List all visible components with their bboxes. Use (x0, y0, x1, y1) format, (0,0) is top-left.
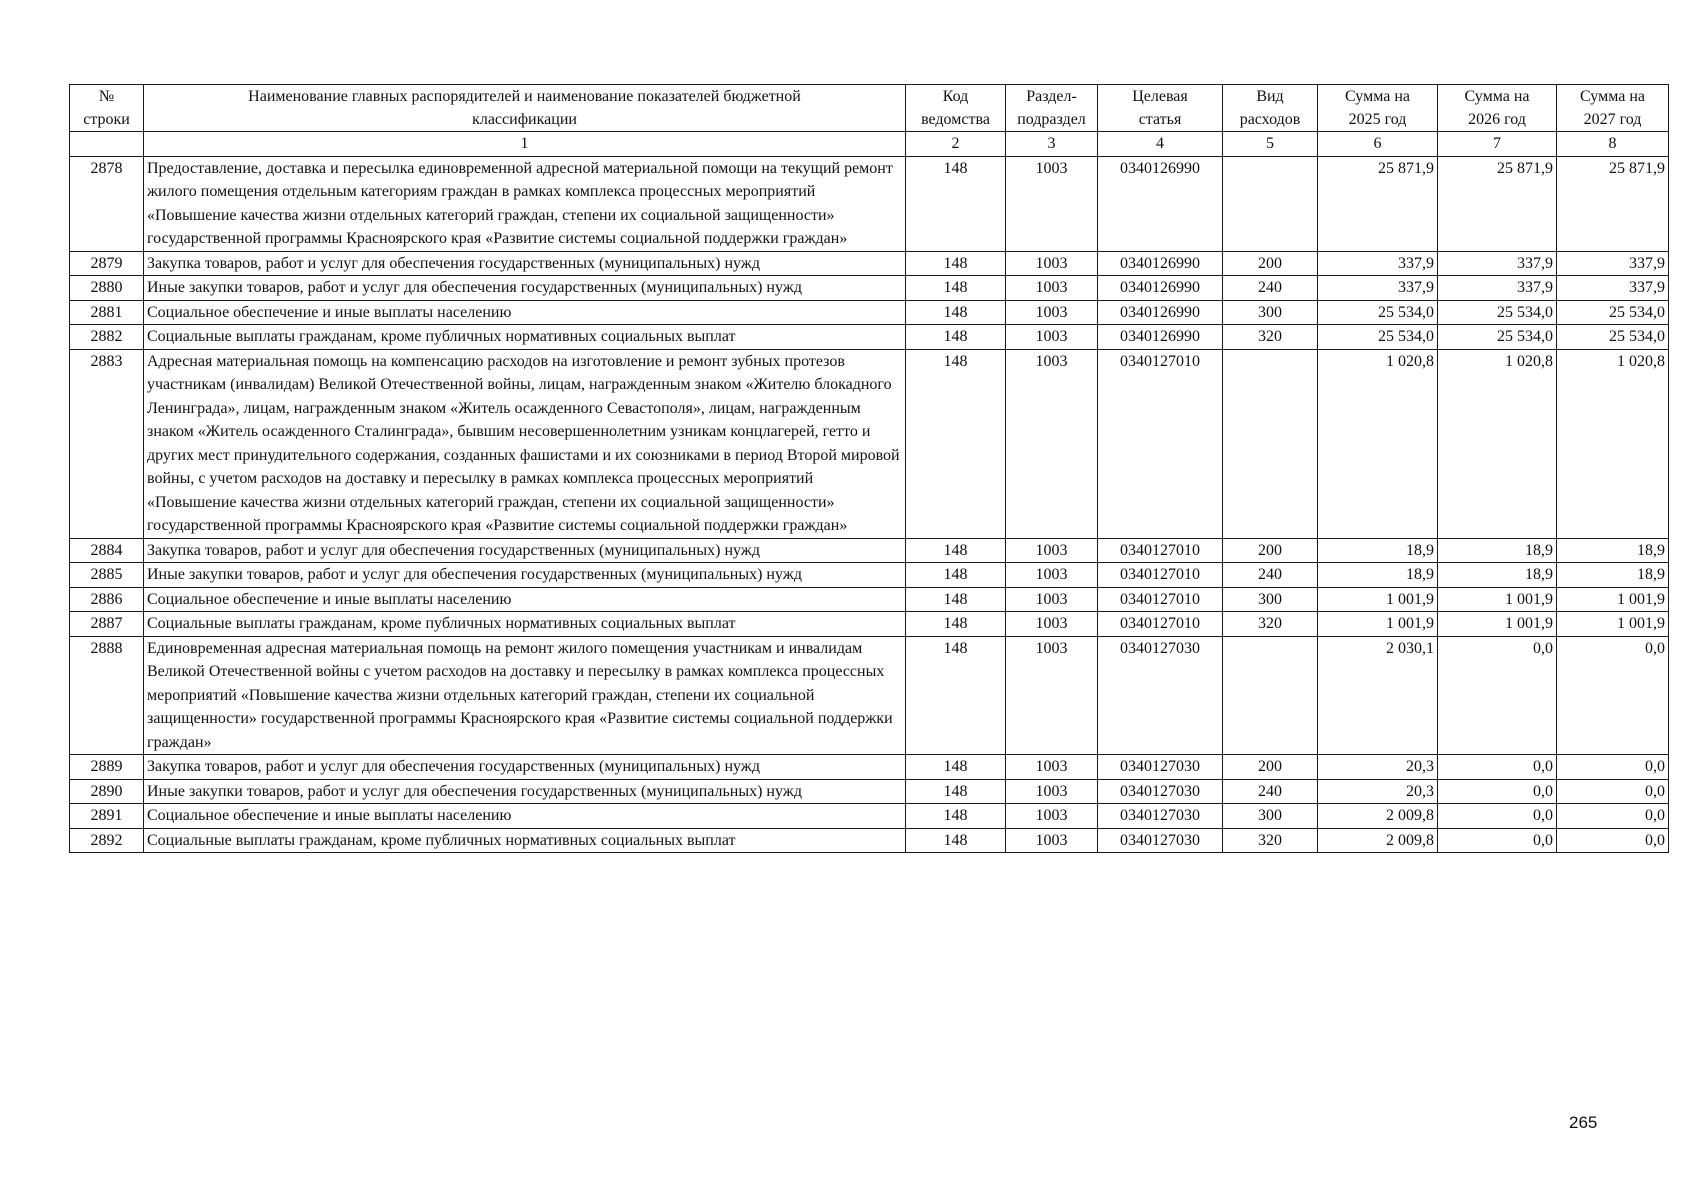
row-number: 2880 (70, 276, 144, 301)
row-number: 2885 (70, 563, 144, 588)
sum-2025: 18,9 (1318, 563, 1438, 588)
header-row-no: № строки (70, 85, 144, 132)
row-number: 2888 (70, 636, 144, 755)
target-article: 0340126990 (1098, 156, 1223, 251)
sum-2025: 25 871,9 (1318, 156, 1438, 251)
sum-2027: 25 534,0 (1557, 300, 1669, 325)
header-expense-type: Вид расходов (1223, 85, 1318, 132)
section-code: 1003 (1006, 349, 1098, 538)
row-name: Иные закупки товаров, работ и услуг для обеспечения государственных (муниципальных) нужд (144, 276, 906, 301)
sum-2027: 1 001,9 (1557, 587, 1669, 612)
target-article: 0340127010 (1098, 612, 1223, 637)
table-row (70, 251, 1669, 276)
sum-2025: 25 534,0 (1318, 325, 1438, 350)
column-number: 1 (144, 132, 906, 157)
row-number: 2881 (70, 300, 144, 325)
sum-2026: 25 871,9 (1438, 156, 1557, 251)
table-row (70, 804, 1669, 829)
page-number: 265 (1569, 1113, 1598, 1132)
header-target-article: Целевая статья (1098, 85, 1223, 132)
sum-2027: 0,0 (1557, 828, 1669, 853)
expense-type: 200 (1223, 755, 1318, 780)
target-article: 0340127030 (1098, 779, 1223, 804)
table-row (70, 300, 1669, 325)
dept-code: 148 (906, 349, 1006, 538)
row-name: Социальные выплаты гражданам, кроме публичных нормативных социальных выплат (144, 612, 906, 637)
row-name: Единовременная адресная материальная помощь на ремонт жилого помещения участникам и инвалидам Великой Отечественной войны с учетом расходов на доставку и пересылку в рамках комплекса процессных мероприятий «Повышение качества жизни отдельных категорий граждан, степени их социальной защищенности» государственной программы Красноярского края «Развитие системы социальной поддержки граждан» (144, 636, 906, 755)
sum-2026: 337,9 (1438, 276, 1557, 301)
dept-code: 148 (906, 563, 1006, 588)
expense-type (1223, 349, 1318, 538)
expense-type: 200 (1223, 251, 1318, 276)
row-number: 2882 (70, 325, 144, 350)
row-number: 2889 (70, 755, 144, 780)
table-row (70, 563, 1669, 588)
dept-code: 148 (906, 755, 1006, 780)
target-article: 0340127030 (1098, 828, 1223, 853)
target-article: 0340127010 (1098, 349, 1223, 538)
header-name: Наименование главных распорядителей и наименование показателей бюджетной классификации (144, 85, 906, 132)
table-row (70, 828, 1669, 853)
column-number (70, 132, 144, 157)
sum-2026: 1 001,9 (1438, 612, 1557, 637)
row-name: Социальное обеспечение и иные выплаты населению (144, 300, 906, 325)
target-article: 0340127010 (1098, 563, 1223, 588)
row-name: Закупка товаров, работ и услуг для обеспечения государственных (муниципальных) нужд (144, 251, 906, 276)
column-number: 7 (1438, 132, 1557, 157)
sum-2025: 1 001,9 (1318, 612, 1438, 637)
dept-code: 148 (906, 804, 1006, 829)
expense-type: 240 (1223, 276, 1318, 301)
section-code: 1003 (1006, 804, 1098, 829)
section-code: 1003 (1006, 251, 1098, 276)
expense-type: 320 (1223, 325, 1318, 350)
sum-2027: 1 001,9 (1557, 612, 1669, 637)
target-article: 0340127010 (1098, 538, 1223, 563)
table-row (70, 349, 1669, 538)
sum-2027: 0,0 (1557, 755, 1669, 780)
row-number: 2890 (70, 779, 144, 804)
row-number: 2884 (70, 538, 144, 563)
dept-code: 148 (906, 779, 1006, 804)
target-article: 0340126990 (1098, 251, 1223, 276)
sum-2025: 18,9 (1318, 538, 1438, 563)
section-code: 1003 (1006, 276, 1098, 301)
sum-2027: 337,9 (1557, 251, 1669, 276)
section-code: 1003 (1006, 612, 1098, 637)
expense-type: 300 (1223, 300, 1318, 325)
sum-2026: 25 534,0 (1438, 300, 1557, 325)
section-code: 1003 (1006, 636, 1098, 755)
expense-type: 300 (1223, 587, 1318, 612)
budget-table (69, 84, 1669, 853)
expense-type: 320 (1223, 828, 1318, 853)
column-number: 6 (1318, 132, 1438, 157)
sum-2025: 2 009,8 (1318, 804, 1438, 829)
table-row (70, 755, 1669, 780)
target-article: 0340127030 (1098, 636, 1223, 755)
table-row (70, 779, 1669, 804)
section-code: 1003 (1006, 828, 1098, 853)
target-article: 0340127030 (1098, 755, 1223, 780)
section-code: 1003 (1006, 156, 1098, 251)
expense-type: 240 (1223, 563, 1318, 588)
sum-2025: 2 030,1 (1318, 636, 1438, 755)
target-article: 0340126990 (1098, 325, 1223, 350)
row-number: 2886 (70, 587, 144, 612)
target-article: 0340126990 (1098, 276, 1223, 301)
sum-2025: 1 020,8 (1318, 349, 1438, 538)
sum-2025: 25 534,0 (1318, 300, 1438, 325)
sum-2025: 2 009,8 (1318, 828, 1438, 853)
section-code: 1003 (1006, 300, 1098, 325)
row-name: Закупка товаров, работ и услуг для обеспечения государственных (муниципальных) нужд (144, 755, 906, 780)
column-number: 3 (1006, 132, 1098, 157)
sum-2026: 0,0 (1438, 779, 1557, 804)
table-row (70, 325, 1669, 350)
row-name: Закупка товаров, работ и услуг для обеспечения государственных (муниципальных) нужд (144, 538, 906, 563)
sum-2025: 20,3 (1318, 779, 1438, 804)
row-name: Социальное обеспечение и иные выплаты населению (144, 804, 906, 829)
row-number: 2891 (70, 804, 144, 829)
sum-2027: 0,0 (1557, 804, 1669, 829)
expense-type: 300 (1223, 804, 1318, 829)
header-sum-2026: Сумма на 2026 год (1438, 85, 1557, 132)
target-article: 0340127010 (1098, 587, 1223, 612)
section-code: 1003 (1006, 755, 1098, 780)
sum-2025: 1 001,9 (1318, 587, 1438, 612)
sum-2025: 337,9 (1318, 251, 1438, 276)
sum-2026: 0,0 (1438, 828, 1557, 853)
target-article: 0340127030 (1098, 804, 1223, 829)
dept-code: 148 (906, 587, 1006, 612)
expense-type (1223, 636, 1318, 755)
sum-2025: 20,3 (1318, 755, 1438, 780)
sum-2026: 0,0 (1438, 636, 1557, 755)
sum-2026: 0,0 (1438, 804, 1557, 829)
target-article: 0340126990 (1098, 300, 1223, 325)
table-row (70, 538, 1669, 563)
sum-2026: 18,9 (1438, 538, 1557, 563)
sum-2027: 25 871,9 (1557, 156, 1669, 251)
sum-2026: 337,9 (1438, 251, 1557, 276)
sum-2026: 1 001,9 (1438, 587, 1557, 612)
table-row (70, 156, 1669, 251)
sum-2025: 337,9 (1318, 276, 1438, 301)
dept-code: 148 (906, 612, 1006, 637)
header-row (70, 85, 1669, 132)
table-row (70, 636, 1669, 755)
dept-code: 148 (906, 538, 1006, 563)
expense-type: 200 (1223, 538, 1318, 563)
dept-code: 148 (906, 156, 1006, 251)
section-code: 1003 (1006, 538, 1098, 563)
table-row (70, 587, 1669, 612)
row-number: 2887 (70, 612, 144, 637)
sum-2026: 0,0 (1438, 755, 1557, 780)
sum-2027: 337,9 (1557, 276, 1669, 301)
row-name: Социальные выплаты гражданам, кроме публичных нормативных социальных выплат (144, 325, 906, 350)
sum-2027: 18,9 (1557, 538, 1669, 563)
row-number: 2878 (70, 156, 144, 251)
section-code: 1003 (1006, 587, 1098, 612)
row-name: Социальные выплаты гражданам, кроме публичных нормативных социальных выплат (144, 828, 906, 853)
dept-code: 148 (906, 300, 1006, 325)
table-row (70, 276, 1669, 301)
sum-2027: 0,0 (1557, 779, 1669, 804)
row-name: Иные закупки товаров, работ и услуг для обеспечения государственных (муниципальных) нужд (144, 563, 906, 588)
sum-2027: 0,0 (1557, 636, 1669, 755)
column-number: 8 (1557, 132, 1669, 157)
row-name: Иные закупки товаров, работ и услуг для обеспечения государственных (муниципальных) нужд (144, 779, 906, 804)
header-sum-2025: Сумма на 2025 год (1318, 85, 1438, 132)
sum-2026: 18,9 (1438, 563, 1557, 588)
section-code: 1003 (1006, 563, 1098, 588)
header-sum-2027: Сумма на 2027 год (1557, 85, 1669, 132)
column-number-row (70, 132, 1669, 157)
expense-type: 240 (1223, 779, 1318, 804)
sum-2027: 25 534,0 (1557, 325, 1669, 350)
expense-type: 320 (1223, 612, 1318, 637)
row-number: 2879 (70, 251, 144, 276)
dept-code: 148 (906, 636, 1006, 755)
sum-2026: 25 534,0 (1438, 325, 1557, 350)
row-name: Адресная материальная помощь на компенсацию расходов на изготовление и ремонт зубных протезов участникам (инвалидам) Великой Отечественной войны, лицам, награжденным знаком «Жителю блокадного Ленинграда», лицам, награжденным знаком «Житель осажденного Севастополя», лицам, награжденным знаком «Житель осажденного Сталинграда», бывшим несовершеннолетним узникам концлагерей, гетто и других мест принудительного содержания, созданных фашистами и их союзниками в период Второй мировой войны, с учетом расходов на доставку и пересылку в рамках комплекса процессных мероприятий «Повышение качества жизни отдельных категорий граждан, степени их социальной защищенности» государственной программы Красноярского края «Развитие системы социальной поддержки граждан» (144, 349, 906, 538)
dept-code: 148 (906, 251, 1006, 276)
dept-code: 148 (906, 276, 1006, 301)
dept-code: 148 (906, 325, 1006, 350)
column-number: 4 (1098, 132, 1223, 157)
sum-2027: 18,9 (1557, 563, 1669, 588)
row-number: 2883 (70, 349, 144, 538)
header-section: Раздел- подраздел (1006, 85, 1098, 132)
column-number: 5 (1223, 132, 1318, 157)
column-number: 2 (906, 132, 1006, 157)
dept-code: 148 (906, 828, 1006, 853)
row-name: Социальное обеспечение и иные выплаты населению (144, 587, 906, 612)
sum-2027: 1 020,8 (1557, 349, 1669, 538)
table-row (70, 612, 1669, 637)
header-dept-code: Код ведомства (906, 85, 1006, 132)
expense-type (1223, 156, 1318, 251)
row-number: 2892 (70, 828, 144, 853)
row-name: Предоставление, доставка и пересылка единовременной адресной материальной помощи на текущий ремонт жилого помещения отдельным категориям граждан в рамках комплекса процессных мероприятий «Повышение качества жизни отдельных категорий граждан, степени их социальной защищенности» государственной программы Красноярского края «Развитие системы социальной поддержки граждан» (144, 156, 906, 251)
section-code: 1003 (1006, 779, 1098, 804)
section-code: 1003 (1006, 325, 1098, 350)
sum-2026: 1 020,8 (1438, 349, 1557, 538)
